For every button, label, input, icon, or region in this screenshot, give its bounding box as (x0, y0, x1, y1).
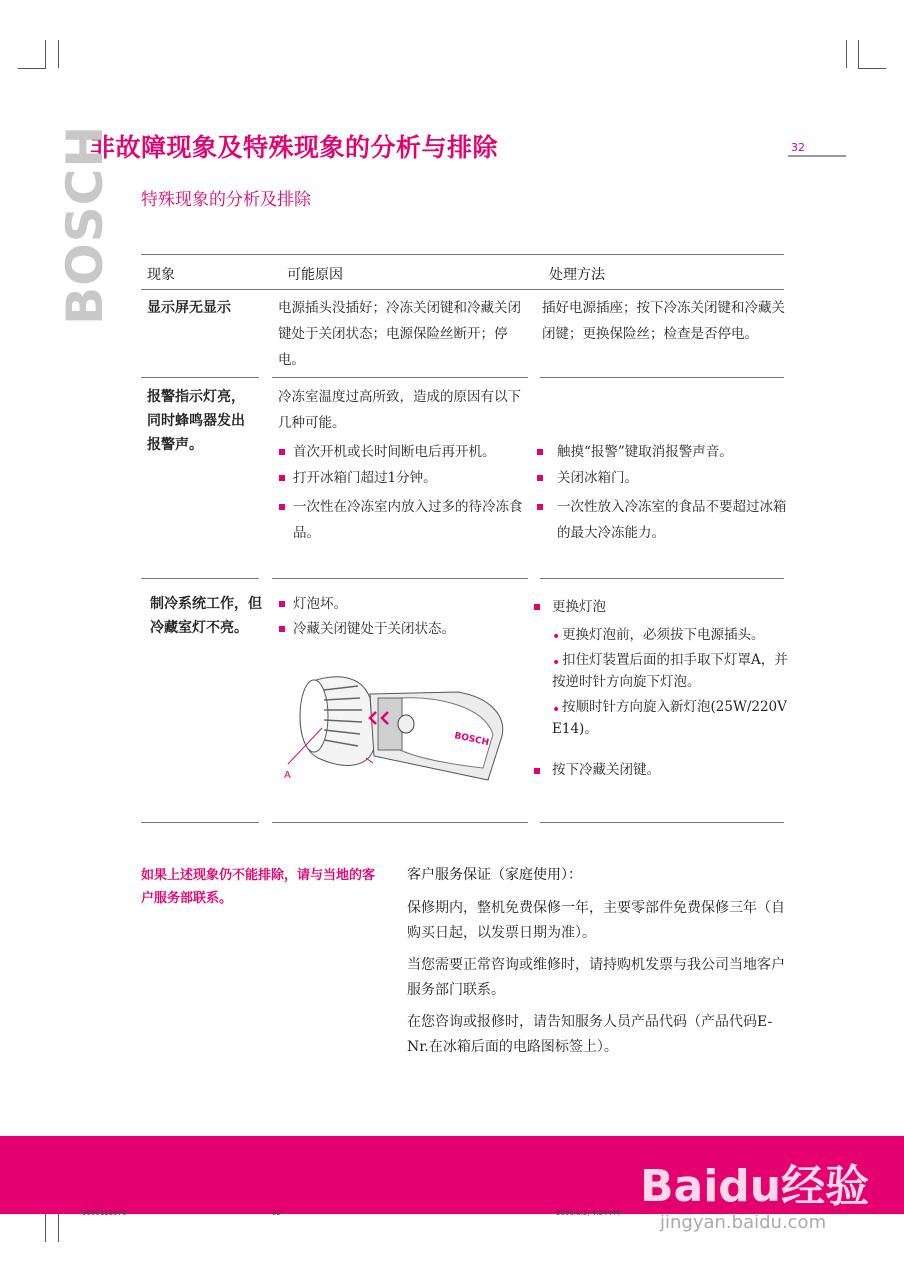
service-paragraph: 保修期内，整机免费保修一年，主要零部件免费保修三年（自购买日起，以发票日期为准）。 (407, 900, 785, 941)
bullet-marker (279, 601, 285, 607)
sub-bullet-dot: • (552, 629, 561, 645)
row3-fix-step: 扣住灯装置后面的扣手取下灯罩A，并按逆时针方向旋下灯泡。 (552, 652, 788, 690)
table-rule (540, 578, 784, 579)
bullet-marker (537, 475, 543, 481)
table-rule (540, 377, 784, 378)
crop-mark (858, 40, 859, 68)
row2-fix-item: 关闭冰箱门。 (557, 470, 638, 486)
row2-symptom: 报警指示灯亮，同时蜂鸣器发出报警声。 (147, 389, 245, 453)
row3-cause-item: 冷藏关闭键处于关闭状态。 (293, 621, 455, 637)
column-header-fix: 处理方法 (549, 267, 605, 283)
table-rule-bottom (540, 822, 784, 823)
bullet-marker (279, 449, 285, 455)
crop-mark (18, 68, 46, 69)
row2-cause-intro: 冷冻室温度过高所致，造成的原因有以下几种可能。 (278, 389, 521, 431)
crop-mark (45, 40, 46, 68)
brand-logo-vertical: BOSCH (56, 124, 114, 325)
row1-symptom: 显示屏无显示 (147, 300, 231, 316)
table-rule-bottom (141, 822, 259, 823)
row2-fix-item: 一次性放入冷冻室的食品不要超过冰箱的最大冷冻能力。 (557, 499, 787, 541)
row2-cause-item: 一次性在冷冻室内放入过多的待冷冻食品。 (293, 499, 523, 541)
sub-bullet-dot: • (552, 702, 561, 718)
bullet-marker (279, 626, 285, 632)
page-number: 32 (791, 141, 805, 154)
row3-cause-item: 灯泡坏。 (293, 596, 347, 612)
service-title: 客户服务保证（家庭使用）： (407, 867, 582, 883)
bullet-marker (279, 504, 285, 510)
row2-cause-item: 打开冰箱门超过1分钟。 (293, 470, 437, 486)
table-rule-bottom (272, 822, 528, 823)
row2-fix-item: 触摸“报警”键取消报警声音。 (557, 444, 733, 460)
crop-mark (58, 1214, 59, 1242)
sub-bullet-dot: • (552, 655, 561, 671)
page-title: 非故障现象及特殊现象的分析与排除 (90, 133, 499, 162)
row2-cause-item: 首次开机或长时间断电后再开机。 (293, 444, 496, 460)
footer-page: 32 (272, 1209, 281, 1217)
lamp-replacement-figure (278, 668, 513, 786)
bullet-marker (537, 449, 543, 455)
row1-cause: 电源插头没插好；冷冻关闭键和冷藏关闭键处于关闭状态；电源保险丝断开；停电。 (278, 300, 521, 368)
row1-fix: 插好电源插座；按下冷冻关闭键和冷藏关闭键；更换保险丝；检查是否停电。 (542, 300, 785, 342)
figure-brand-text: BOSCH (453, 731, 490, 749)
table-rule-top (141, 254, 784, 255)
service-paragraph: 在您咨询或报修时，请告知服务人员产品代码（产品代码E-Nr.在冰箱后面的电路图标签上）。 (407, 1014, 773, 1055)
watermark-logo: Baidu经验 (640, 1161, 870, 1212)
bullet-marker (537, 504, 543, 510)
lamp-cover-a (300, 677, 374, 766)
crop-mark (858, 68, 886, 69)
row3-fix-last: 按下冷藏关闭键。 (552, 762, 660, 778)
row3-fix-main: 更换灯泡 (552, 599, 606, 615)
footer-code: 9000112970 (82, 1209, 127, 1217)
table-rule (272, 578, 528, 579)
table-rule (141, 578, 259, 579)
crop-mark (58, 40, 59, 68)
row3-fix-step: 更换灯泡前，必须拔下电源插头。 (562, 627, 765, 643)
bullet-marker (534, 768, 540, 774)
watermark-url: jingyan.baidu.com (660, 1212, 827, 1233)
column-header-symptom: 现象 (147, 267, 175, 283)
section-title: 特殊现象的分析及排除 (141, 190, 311, 210)
bullet-marker (279, 475, 285, 481)
crop-mark (45, 1214, 46, 1242)
figure-label-a: A (284, 770, 291, 781)
bullet-marker (534, 604, 540, 610)
row3-symptom: 制冷系统工作，但冷藏室灯不亮。 (150, 596, 262, 636)
column-header-cause: 可能原因 (287, 267, 343, 283)
crop-mark (846, 40, 847, 68)
service-paragraph: 当您需要正常咨询或维修时，请持购机发票与我公司当地客户服务部门联系。 (407, 957, 785, 998)
contact-note: 如果上述现象仍不能排除，请与当地的客户服务部联系。 (141, 868, 376, 906)
table-rule-header (141, 289, 784, 290)
page-number-rule (788, 155, 846, 157)
table-rule (141, 377, 259, 378)
table-rule (272, 377, 528, 378)
row3-fix-step: 按顺时针方向旋入新灯泡(25W/220V E14)。 (552, 699, 787, 737)
footer-date: 2006.8.3, 4:54 PM (556, 1209, 620, 1217)
